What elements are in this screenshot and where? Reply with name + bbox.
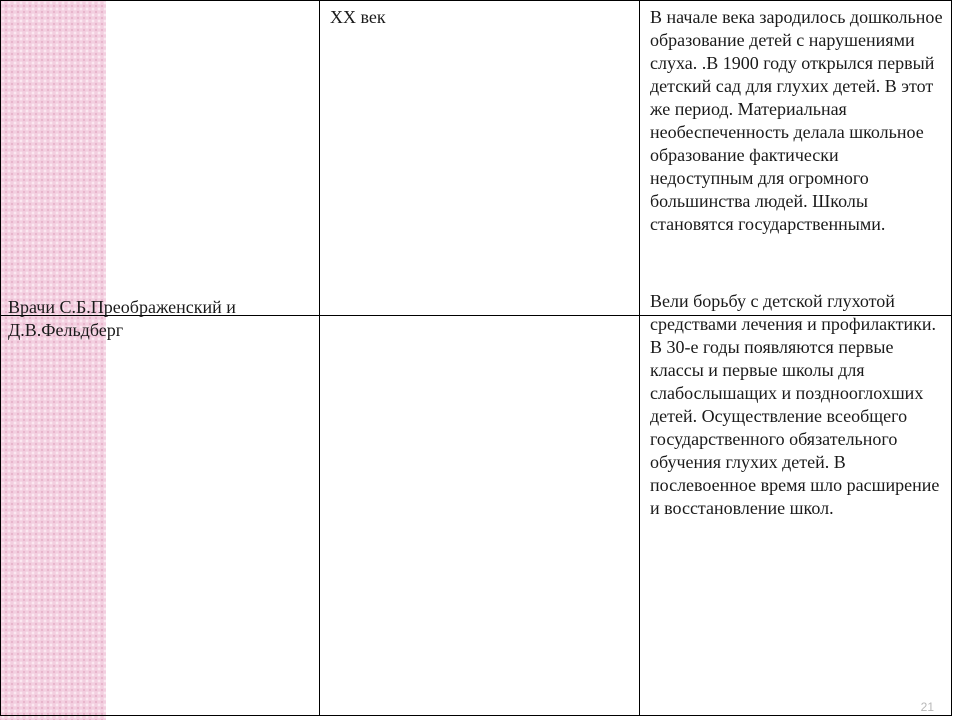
table-cell-early-century-description: В начале века зародилось дошкольное образование детей с нарушениями слуха. .В 1900 году открылся первый детский сад для глухих детей. В этот же период. Материальная необеспеченность делала школьное образование фактически недоступным для огромного большинства людей. Школы становятся государственными.	[650, 7, 943, 234]
page-number: 21	[920, 700, 934, 714]
table-border-col1-col2	[319, 0, 320, 716]
table-border-col2-col3	[639, 0, 640, 716]
table-border-top	[0, 0, 952, 1]
table-border-left	[0, 0, 1, 716]
table-cell-doctors: Врачи С.Б.Преображенский и Д.В.Фельдберг	[8, 297, 236, 340]
table-border-bottom	[0, 715, 952, 716]
decorative-pattern-strip	[0, 0, 106, 720]
table-cell-deafness-struggle-description: Вели борьбу с детской глухотой средствами лечения и профилактики. В 30-е годы появляются первые классы и первые школы для слабослышащих и позднооглохших детей. Осуществление всеобщего государственного обязательного обучения глухих детей. В послевоенное время шло расширение и восстановление школ.	[650, 291, 940, 518]
table-cell-century: XX век	[330, 7, 386, 27]
table-border-right	[951, 0, 952, 716]
